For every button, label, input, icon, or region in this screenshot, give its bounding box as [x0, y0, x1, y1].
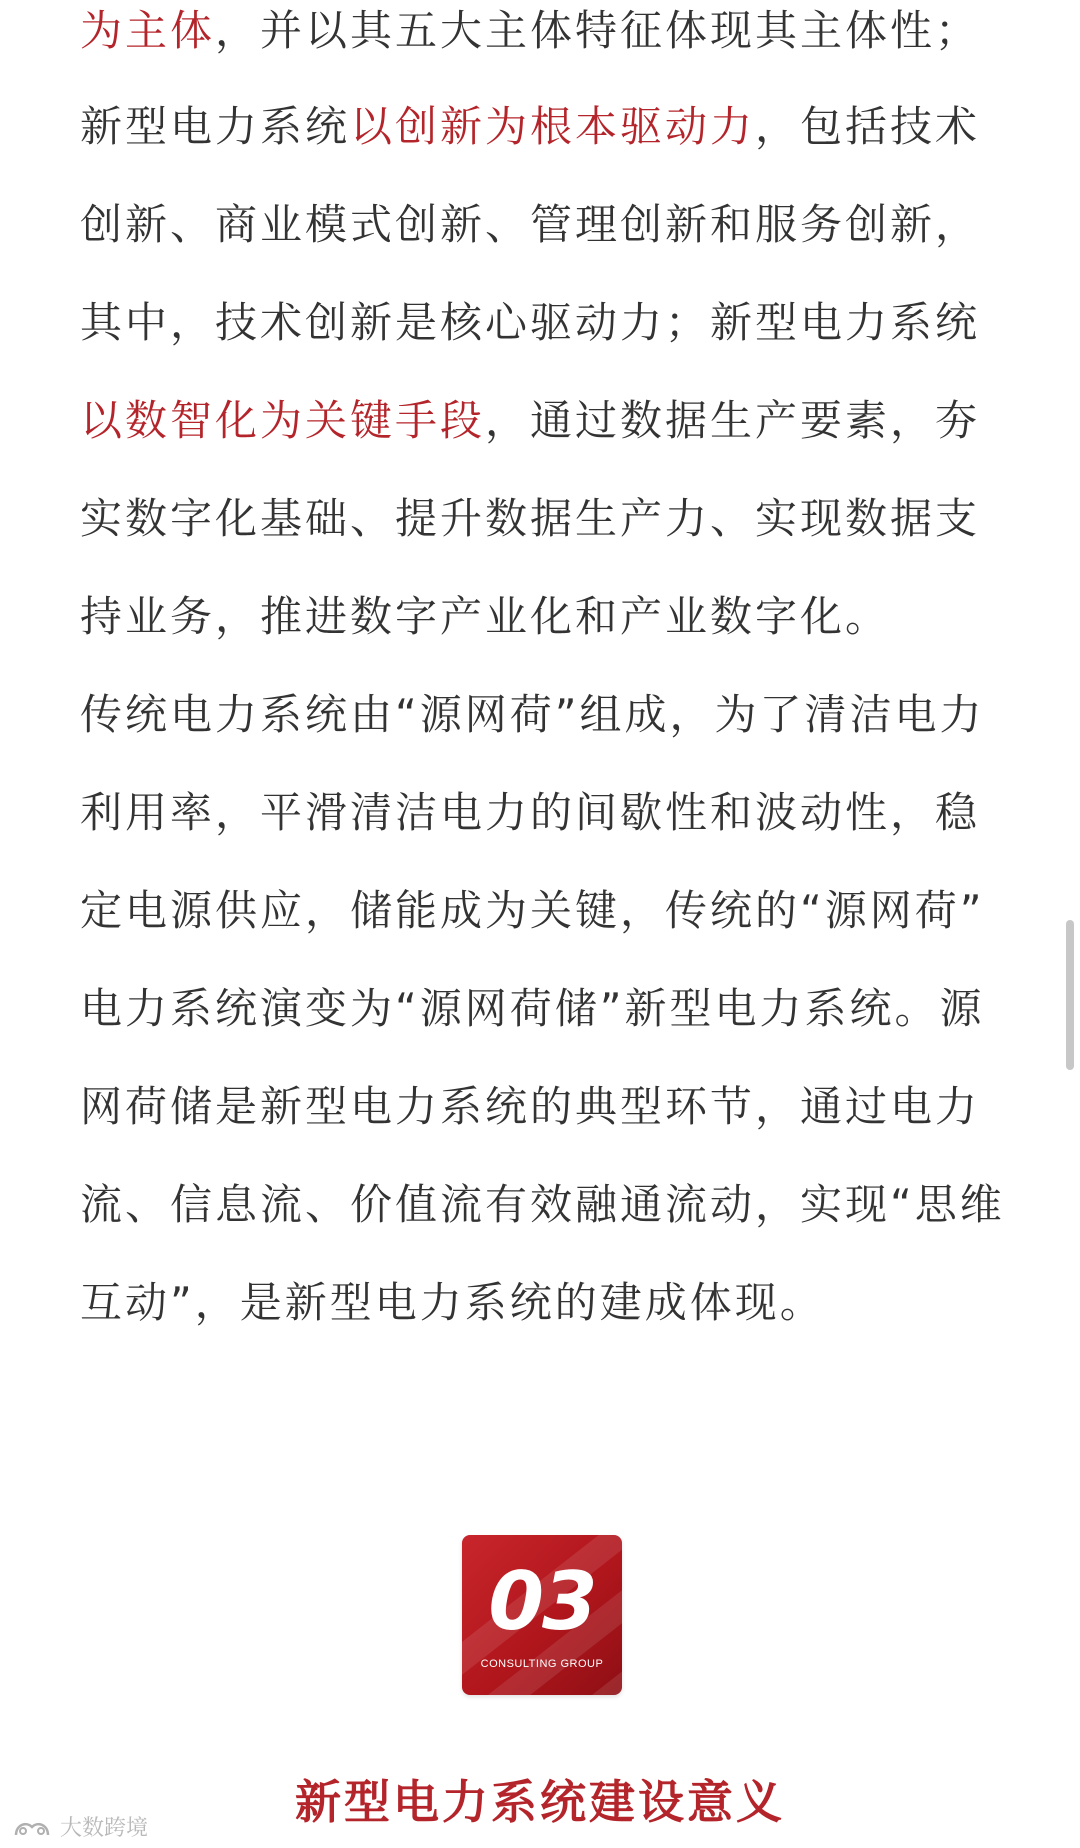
paragraph-line: 网荷储是新型电力系统的典型环节，通过电力 — [80, 1082, 981, 1131]
paragraph-line: 持业务，推进数字产业化和产业数字化。 — [80, 592, 891, 641]
highlight-text: 以创新为根本驱动力 — [350, 102, 756, 151]
section-title: 新型电力系统建设意义 — [295, 1775, 785, 1829]
body-text: ，通过数据生产要素，夯 — [485, 396, 981, 445]
paragraph-line: 其中，技术创新是核心驱动力；新型电力系统 — [80, 298, 981, 347]
highlight-text: 为主体 — [80, 6, 216, 55]
paragraph-line: 利用率，平滑清洁电力的间歇性和波动性，稳 — [80, 788, 981, 837]
body-text: 新型电力系统 — [80, 102, 351, 151]
watermark-text: 大数跨境 — [60, 1816, 149, 1841]
paragraph-line: 流、信息流、价值流有效融通流动，实现“思维 — [80, 1180, 1005, 1229]
paragraph-line: 传统电力系统由“源网荷”组成，为了清洁电力 — [80, 690, 985, 739]
body-text: ，并以其五大主体特征体现其主体性； — [215, 6, 981, 55]
paragraph-line — [80, 390, 980, 470]
section-number-badge — [462, 1535, 622, 1695]
paragraph-line — [80, 0, 980, 80]
body-text: ，包括技术 — [755, 102, 981, 151]
watermark-logo-icon — [12, 1817, 54, 1841]
scrollbar-thumb[interactable] — [1066, 920, 1074, 1070]
badge-subtitle: CONSULTING GROUP — [480, 1658, 604, 1670]
highlight-text: 以数智化为关键手段 — [80, 396, 486, 445]
paragraph-line: 实数字化基础、提升数据生产力、实现数据支 — [80, 494, 981, 543]
paragraph-line: 创新、商业模式创新、管理创新和服务创新， — [80, 200, 981, 249]
paragraph-line: 定电源供应，储能成为关键，传统的“源网荷” — [80, 886, 985, 935]
paragraph-line — [80, 96, 980, 176]
section-number: 03 — [488, 1555, 596, 1648]
paragraph-line: 电力系统演变为“源网荷储”新型电力系统。源 — [80, 984, 985, 1033]
watermark — [12, 1816, 148, 1842]
paragraph-line: 互动”，是新型电力系统的建成体现。 — [80, 1278, 825, 1327]
